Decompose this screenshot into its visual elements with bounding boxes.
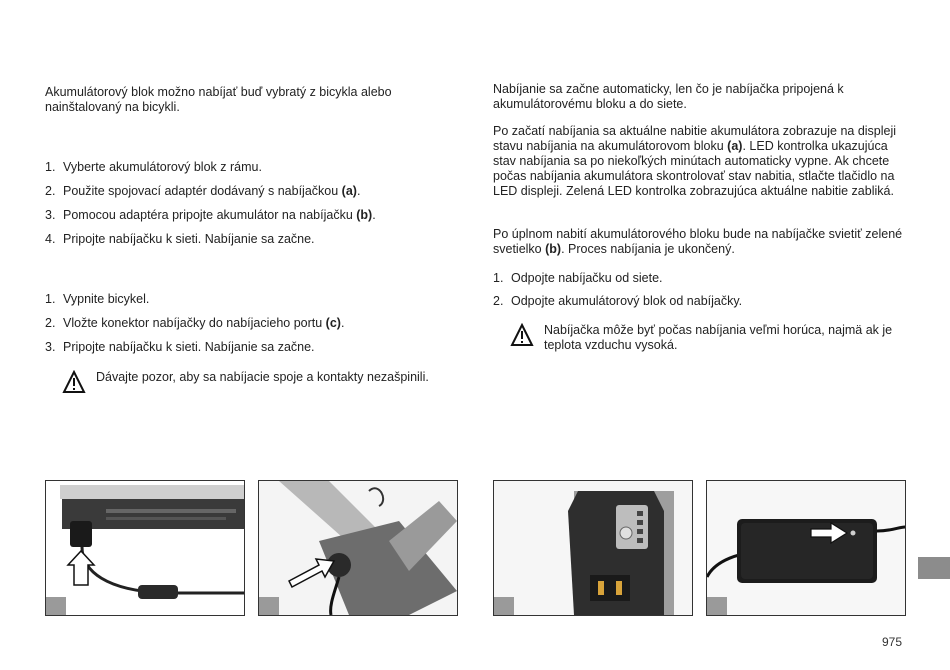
- warning-note-right: [510, 323, 910, 357]
- list-item-number: 3.: [45, 340, 56, 354]
- auto-start-paragraph: Nabíjanie sa začne automaticky, len čo je nabíjačka pripojená k akumulátorovému bloku a do siete.: [493, 82, 844, 111]
- warning-note-left: [62, 370, 462, 400]
- list-item-number: 1.: [493, 271, 504, 285]
- p3-text-b: . Proces nabíjania je ukončený.: [561, 242, 735, 256]
- list-item-number: 1.: [45, 292, 56, 306]
- list-item-number: 1.: [45, 160, 56, 174]
- section-tab-marker: [918, 557, 950, 579]
- list-item: [45, 316, 344, 331]
- list-item-suffix: .: [356, 184, 361, 198]
- charged-paragraph: [493, 227, 903, 257]
- list-item-label: (c): [325, 316, 341, 330]
- battery-led-illustration: [494, 481, 692, 615]
- list-item: [45, 232, 315, 247]
- list-item: [493, 294, 742, 309]
- list-item: [45, 340, 315, 355]
- list-item-text: Vypnite bicykel.: [63, 292, 150, 306]
- charger-illustration: [707, 481, 905, 615]
- list-item-text: Použite spojovací adaptér dodávaný s nabíjačkou: [63, 184, 342, 198]
- warning-icon: [62, 370, 86, 394]
- list-item: [45, 160, 262, 175]
- list-item-suffix: .: [372, 208, 376, 222]
- intro-paragraph: Akumulátorový blok možno nabíjať buď vybratý z bicykla alebo nainštalovaný na bicykli.: [45, 85, 392, 114]
- list-item-text: Pripojte nabíjačku k sieti. Nabíjanie sa začne.: [63, 340, 315, 354]
- frame-port-illustration: [259, 481, 457, 615]
- battery-adapter-illustration: [46, 481, 244, 615]
- list-item: [493, 271, 663, 286]
- list-item-number: 2.: [45, 316, 56, 330]
- p3-text-a: Po úplnom nabití akumulátorového bloku bude na nabíjačke svietiť zelené svetielko: [493, 227, 903, 256]
- p2-text-a: Po začatí nabíjania sa aktuálne nabitie akumulátora zobrazuje na displeji stavu nabíjania na akumulátorovom bloku: [493, 124, 897, 153]
- list-item-text: Vyberte akumulátorový blok z rámu.: [63, 160, 262, 174]
- photo-adapter-connection: [45, 480, 245, 616]
- list-item: [45, 292, 149, 307]
- list-item-text: Odpojte nabíjačku od siete.: [511, 271, 663, 285]
- list-item-label: (b): [356, 208, 373, 222]
- photo-battery-display: [493, 480, 693, 616]
- list-item-text: Odpojte akumulátorový blok od nabíjačky.: [511, 294, 743, 308]
- page-number: 975: [882, 635, 903, 649]
- warning-text-left: Dávajte pozor, aby sa nabíjacie spoje a kontakty nezašpinili.: [96, 370, 429, 384]
- charging-display-paragraph: [493, 124, 903, 199]
- list-item-suffix: .: [340, 316, 345, 330]
- list-item-number: 3.: [45, 208, 56, 222]
- list-item-number: 4.: [45, 232, 56, 246]
- photo-label-tab: [259, 597, 279, 615]
- warning-icon: [510, 323, 534, 347]
- list-item-number: 2.: [45, 184, 56, 198]
- list-item-text: Pripojte nabíjačku k sieti. Nabíjanie sa začne.: [63, 232, 315, 246]
- photo-charger-led: [706, 480, 906, 616]
- list-item-number: 2.: [493, 294, 504, 308]
- list-item-label: (a): [341, 184, 357, 198]
- photo-label-tab: [707, 597, 727, 615]
- p3-label-b: (b): [545, 242, 562, 256]
- photo-label-tab: [46, 597, 66, 615]
- photo-label-tab: [494, 597, 514, 615]
- p2-text-b: . LED kontrolka ukazujúca stav nabíjania sa po niekoľkých minútach automaticky vypne. Ak chcete počas nabíjania akumulátora skontrolovať stav nabitia, stlačte tlačidlo na LED displeji. Zelená LED kontrolka zobrazujúca aktuálne nabitie zabliká.: [493, 139, 895, 198]
- list-item: [45, 184, 360, 199]
- p2-label-a: (a): [727, 139, 743, 153]
- list-item-text: Vložte konektor nabíjačky do nabíjacieho portu: [63, 316, 326, 330]
- warning-text-right: Nabíjačka môže byť počas nabíjania veľmi horúca, najmä ak je teplota vzduchu vysoká.: [544, 323, 893, 352]
- list-item: [45, 208, 376, 223]
- list-item-text: Pomocou adaptéra pripojte akumulátor na nabíjačku: [63, 208, 357, 222]
- photo-charging-port: [258, 480, 458, 616]
